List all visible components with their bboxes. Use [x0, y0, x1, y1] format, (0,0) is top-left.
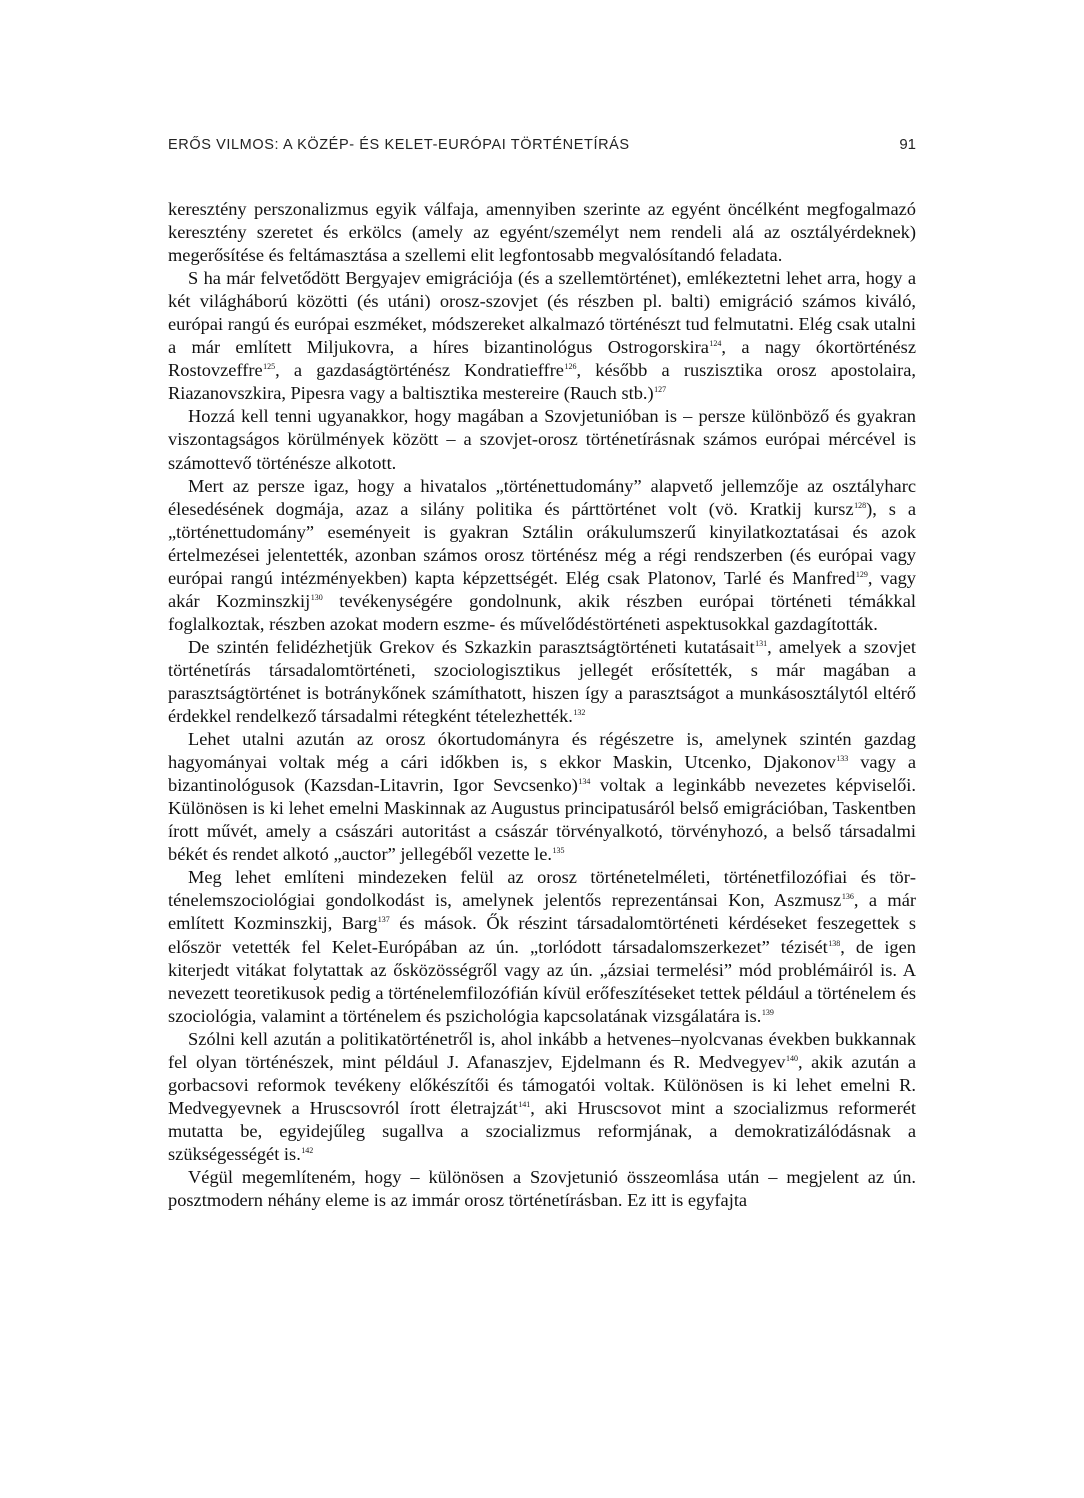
paragraph-text: , a gazdaságtörténész Kondratieffre	[275, 360, 564, 381]
footnote-reference: 139	[761, 1007, 774, 1017]
footnote-reference: 124	[709, 339, 722, 349]
footnote-reference: 125	[263, 362, 276, 372]
footnote-reference: 138	[828, 938, 841, 948]
paragraph-text: , aki Hruscsovot mint a szocializmus reformerét mutatta be, egyidejűleg sugallva a szocializmus reformjának, a demokratizálódásnak a szükségességét is.	[168, 1097, 916, 1164]
paragraph	[168, 475, 916, 636]
paragraph-text: voltak a leginkább nevezetes képviselői. Különösen is ki lehet emelni Maskinnak az Augustus principatusáról belső emigrációban, Taskentben írott művét, amely a császári autoritást a császár törvényalkotó, törvényhozó, a belső társadalmi békét és rendet alkotó „auctor” jellegéből vezette le.	[168, 775, 916, 865]
paragraph-text: keresztény perszonalizmus egyik válfaja, amennyiben szerinte az egyént öncélként megfogalmazó keresztény szeretet és erkölcs (amely az egyént/személyt nem rendeli alá az osztályérdeknek) megerősítése és feltámasztása a szellemi elit legfontosabb megvalósítandó feladata.	[168, 199, 916, 266]
paragraph-text: Végül megemlíteném, hogy – különösen a Szovjetunió összeomlása után – megjelent az ún. posztmodern néhány eleme is az immár orosz történetírásban. Ez itt is egyfajta	[168, 1166, 916, 1211]
footnote-reference: 133	[836, 754, 849, 764]
body-text	[168, 198, 916, 1212]
paragraph-text: , a már említett Kozminszkij, Barg	[168, 890, 916, 934]
footnote-reference: 131	[755, 638, 768, 648]
paragraph-text: Szólni kell azután a politikatörténetről is, ahol inkább a hetvenes–nyolcvanas években bukkannak fel olyan történészek, mint például J. Afanaszjev, Ejdelmann és R. Medvegyev	[168, 1028, 916, 1072]
paragraph-text: , később a ruszisztika orosz apostolaira, Riazanovszkira, Pipesra vagy a baltisztika mestereire (Rauch stb.)	[168, 360, 916, 404]
paragraph-text: tevékenységére gondolnunk, akik részben európai történeti témákkal foglalkoztak, részben azokat modern eszme- és művelődéstörténeti aspektusokkal gazdagították.	[168, 590, 916, 634]
paragraph-text: Hozzá kell tenni ugyanakkor, hogy magában a Szovjetunióban is – persze különböző és gyakran viszontagságos körülmények között – a szovjet-orosz történetírásnak számos európai mércével is számottevő történésze alkotott.	[168, 406, 916, 473]
footnote-reference: 137	[377, 915, 390, 925]
paragraph-text: vagy a bizantinológusok (Kazsdan-Litavrin, Igor Sevcsenko)	[168, 752, 917, 796]
paragraph-text: , akik azután a gorbacsovi reformok tevékeny előkészítői és támogatói voltak. Különösen is ki lehet emelni R. Medvegyevnek a Hruscsovról írott életrajzát	[168, 1051, 916, 1118]
paragraph-text: és mások. Ők részint társadalomtörténeti kérdéseket feszegettek s először vetették fel Kelet-Európában az ún. „torlódott társadalomszerkezet” tézisét	[168, 913, 916, 957]
paragraph-text: S ha már felvetődött Bergyajev emigrációja (és a szellemtörténet), emlékeztetni lehet arra, hogy a két világháború közötti (és utáni) orosz-szovjet (és részben pl. balti) emigráció számos kiváló, európai rangú és európai eszméket, módszereket alkalmazó történészt tud felmutatni. Elég csak utalni a már említett Miljukovra, a híres bizantinológus Ostrogorskira	[168, 268, 916, 358]
running-head	[168, 136, 916, 153]
paragraph	[168, 866, 916, 1027]
footnote-reference: 129	[855, 569, 868, 579]
paragraph-text: , amelyek a szovjet történetírás társadalomtörténeti, szociologisztikus jellegét erősítették, s már magában a parasztságtörténet is botránykőnek számíthatott, hiszen így a parasztságot a munkásosztálytól eltérő érdekkel rendelkező társadalmi rétegként tételezhették.	[168, 636, 916, 727]
paragraph	[168, 1028, 916, 1166]
footnote-reference: 128	[854, 500, 867, 510]
paragraph	[168, 267, 916, 405]
paragraph	[168, 728, 916, 866]
page-number: 91	[899, 136, 916, 153]
paragraph-text: , de igen kiterjedt vitákat folytattak az ősközösségről vagy az ún. „ázsiai termelési” mód problémáiról is. A nevezett teoretikusok pedig a történelemfilozófián kívül erőfeszítéseket tettek például a történelem és szociológia, valamint a történelem és pszichológia kapcsolatának vizsgálatára is.	[168, 936, 916, 1026]
footnote-reference: 135	[552, 846, 565, 856]
paragraph	[168, 636, 916, 728]
paragraph-text: Mert az persze igaz, hogy a hivatalos „történettudomány” alapvető jellemzője az osztályharc élesedésének dogmája, azaz a silány politika és párttörténet volt (vö. Kratkij kursz	[168, 475, 916, 519]
paragraph-text: , vagy akár Kozminszkij	[168, 567, 916, 611]
footnote-reference: 132	[573, 708, 586, 718]
paragraph	[168, 1166, 916, 1212]
paragraph-text: , a nagy ókortörténész Rostovzeffre	[168, 337, 916, 381]
footnote-reference: 127	[654, 385, 667, 395]
footnote-reference: 134	[578, 777, 591, 787]
footnote-reference: 141	[518, 1099, 531, 1109]
footnote-reference: 126	[564, 362, 577, 372]
paragraph-text: Meg lehet említeni mindezeken felül az orosz történetelméleti, történetfilozófiai és történelemszociológiai gondolkodást is, amelynek jelentős reprezentánsai Kon, Aszmusz	[168, 867, 916, 911]
paragraph	[168, 405, 916, 474]
paragraph-text: ), s a „történettudomány” eseményeit is gyakran Sztálin orákulumszerű kinyilatkoztatásai és azok értelmezései jelentették, azonban számos orosz történész még a régi rendszerben (és európai vagy európai rangú intézményekben) kapta képzettségét. Elég csak Platonov, Tarlé és Manfred	[168, 498, 916, 588]
paragraph	[168, 198, 916, 267]
running-title: ERŐS VILMOS: A KÖZÉP- ÉS KELET-EURÓPAI TÖRTÉNETÍRÁS	[168, 137, 630, 153]
footnote-reference: 140	[785, 1053, 798, 1063]
footnote-reference: 130	[310, 592, 323, 602]
footnote-reference: 136	[841, 892, 854, 902]
paragraph-text: De szintén felidézhetjük Grekov és Szkazkin parasztságtörténeti kutatásait	[188, 636, 755, 657]
paragraph-text: Lehet utalni azután az orosz ókortudományra és régészetre is, amelynek szintén gazdag hagyományai voltak még a cári időkben is, s ekkor Maskin, Utcenko, Djakonov	[168, 729, 916, 773]
footnote-reference: 142	[301, 1145, 314, 1155]
